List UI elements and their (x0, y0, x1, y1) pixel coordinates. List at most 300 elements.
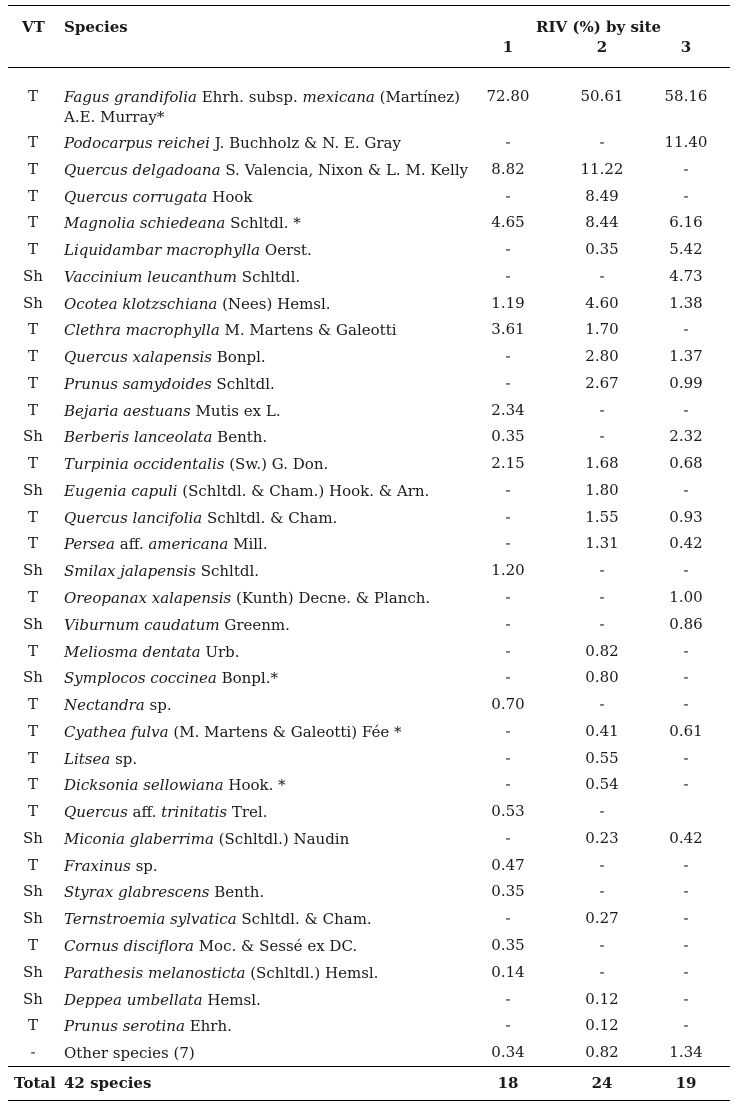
row-vt: T (27, 320, 38, 339)
row-vt: Sh (23, 293, 43, 312)
row-species (64, 401, 484, 421)
species-name: Vaccinium leucanthum (64, 267, 238, 286)
riv-site-3: - (683, 320, 689, 339)
row-species (64, 722, 484, 742)
riv-site-3: - (683, 695, 689, 714)
row-species (64, 481, 484, 501)
table-row (0, 613, 736, 640)
species-authority: S. Valencia, Nixon & L. M. Kelly (220, 160, 469, 179)
table-row (0, 425, 736, 452)
riv-site-1: - (505, 775, 511, 794)
row-species (64, 856, 484, 876)
species-authority: (Nees) Hemsl. (217, 294, 331, 313)
riv-site-2: 1.68 (585, 454, 619, 473)
riv-site-1: 2.34 (491, 400, 525, 419)
riv-site-1: - (505, 347, 511, 366)
row-species (64, 87, 484, 127)
species-name: Ternstroemia sylvatica (64, 910, 237, 929)
riv-site-2: 8.44 (585, 213, 619, 232)
table-row (0, 586, 736, 613)
riv-site-2: - (599, 882, 605, 901)
row-vt: Sh (23, 561, 43, 580)
row-species (64, 963, 484, 983)
riv-site-2: - (599, 695, 605, 714)
species-name: Oreopanax xalapensis (64, 589, 232, 608)
row-vt: T (27, 855, 38, 874)
riv-site-1: 0.70 (491, 695, 525, 714)
table-row (0, 854, 736, 881)
species-name: Ocotea klotzschiana (64, 294, 218, 313)
riv-site-2: 2.67 (585, 373, 619, 392)
riv-site-1: 1.19 (491, 293, 525, 312)
riv-site-2: 0.41 (585, 721, 619, 740)
species-authority: Benth. (212, 428, 268, 447)
riv-site-3: - (683, 561, 689, 580)
species-name: Fraxinus (64, 856, 131, 875)
riv-site-1: - (505, 1016, 511, 1035)
species-name: Deppea umbellata (64, 990, 203, 1009)
riv-site-3: 0.99 (669, 373, 703, 392)
species-authority: (Schltdl. & Cham.) Hook. & Arn. (177, 481, 430, 500)
row-vt: T (27, 775, 38, 794)
species-name: Podocarpus reichei (64, 134, 210, 152)
riv-site-2: 1.80 (585, 480, 619, 499)
species-authority: Ehrh. (184, 1017, 232, 1036)
row-vt: - (30, 1043, 36, 1062)
species-authority: Moc. & Sessé ex DC. (193, 936, 358, 955)
row-vt: Sh (23, 427, 43, 446)
riv-site-1: - (505, 668, 511, 687)
riv-site-2: 0.55 (585, 748, 619, 767)
riv-site-3: 1.00 (669, 588, 703, 607)
riv-site-2: 0.54 (585, 775, 619, 794)
row-species (64, 909, 484, 929)
riv-site-1: - (505, 641, 511, 660)
species-name: Bejaria aestuans (64, 401, 191, 420)
riv-site-1: - (505, 266, 511, 285)
species-infra-authority: (Martínez) A.E. Murray* (64, 88, 461, 126)
riv-site-3: - (683, 480, 689, 499)
row-species (64, 775, 484, 795)
species-authority: Greenm. (219, 615, 290, 634)
species-name: Prunus samydoides (64, 374, 212, 393)
table-row (0, 532, 736, 559)
table-row (0, 452, 736, 479)
species-name: Meliosma dentata (64, 642, 201, 661)
table-body (0, 85, 736, 1068)
riv-site-1: - (505, 186, 511, 205)
bottom-rule (8, 1100, 730, 1101)
row-species (64, 508, 484, 528)
row-vt: Sh (23, 266, 43, 285)
row-species (64, 267, 484, 287)
table-row (0, 238, 736, 265)
riv-site-1: - (505, 721, 511, 740)
species-authority: Schltdl. & Cham. (236, 910, 372, 929)
riv-site-2: - (599, 266, 605, 285)
riv-site-3: - (683, 1016, 689, 1035)
row-vt: T (27, 588, 38, 607)
species-authority: Oerst. (260, 241, 312, 260)
riv-site-1: 0.35 (491, 882, 525, 901)
riv-site-3: 58.16 (664, 87, 708, 105)
species-authority: (Schltdl.) Naudin (213, 829, 350, 848)
riv-site-3: - (683, 641, 689, 660)
header-riv: RIV (%) by site (536, 18, 662, 36)
riv-site-1: - (505, 480, 511, 499)
table-row (0, 265, 736, 292)
riv-site-2: - (599, 614, 605, 633)
riv-site-3: - (683, 159, 689, 178)
species-name: Berberis lanceolata (64, 428, 213, 447)
species-authority: (Sw.) G. Don. (224, 455, 329, 474)
riv-site-3: 2.32 (669, 427, 703, 446)
riv-site-2: - (599, 427, 605, 446)
row-species (64, 802, 484, 822)
riv-site-2: 8.49 (585, 186, 619, 205)
table-row (0, 800, 736, 827)
header-site-1: 1 (502, 38, 514, 56)
table-row (0, 961, 736, 988)
table-row (0, 559, 736, 586)
row-vt: T (27, 159, 38, 178)
total-site-1: 18 (497, 1074, 519, 1092)
table-row (0, 693, 736, 720)
riv-site-3: - (683, 962, 689, 981)
row-species (64, 615, 484, 635)
header-vt: VT (22, 18, 45, 36)
table-row (0, 506, 736, 533)
row-species (64, 213, 484, 233)
species-name: Eugenia capuli (64, 481, 178, 500)
table-row (0, 880, 736, 907)
riv-site-3: 0.42 (669, 828, 703, 847)
riv-site-3: - (683, 909, 689, 928)
row-species (64, 882, 484, 902)
table-row (0, 773, 736, 800)
riv-site-2: 0.35 (585, 240, 619, 259)
row-vt: T (27, 802, 38, 821)
species-name: Symplocos coccinea (64, 669, 217, 688)
row-species (64, 668, 484, 688)
header-rule (8, 67, 730, 68)
row-species (64, 133, 484, 153)
riv-site-3: 0.68 (669, 454, 703, 473)
species-authority: Schltdl. (195, 562, 260, 581)
riv-site-2: 0.27 (585, 909, 619, 928)
riv-site-1: 4.65 (491, 213, 525, 232)
species-name: Nectandra (64, 696, 145, 715)
row-vt: T (27, 695, 38, 714)
species-authority: Schltdl. (211, 374, 275, 393)
species-name: Viburnum caudatum (64, 615, 220, 634)
species-name: Quercus xalapensis (64, 348, 213, 367)
species-authority: Benth. (209, 883, 265, 902)
table-row (0, 827, 736, 854)
riv-site-2: - (599, 855, 605, 874)
row-species (64, 160, 484, 180)
table-row (0, 211, 736, 238)
total-label: Total (14, 1074, 56, 1092)
row-vt: T (27, 935, 38, 954)
species-name: Quercus delgadoana (64, 160, 221, 179)
total-site-3: 19 (675, 1074, 697, 1092)
riv-site-2: 0.82 (585, 641, 619, 660)
riv-site-3: 1.37 (669, 347, 703, 366)
riv-site-1: 2.15 (491, 454, 525, 473)
species-name: Persea (64, 535, 115, 554)
riv-site-3: 0.61 (669, 721, 703, 740)
species-name: Parathesis melanosticta (64, 963, 246, 982)
riv-site-2: 50.61 (580, 87, 624, 105)
species-authority: (Kunth) Decne. & Planch. (231, 589, 431, 608)
table-row (0, 292, 736, 319)
riv-site-3: - (683, 748, 689, 767)
riv-site-3: - (683, 989, 689, 1008)
riv-site-1: - (505, 507, 511, 526)
species-authority: Urb. (200, 642, 240, 661)
row-species (64, 240, 484, 260)
riv-site-2: - (599, 802, 605, 821)
riv-site-1: 0.53 (491, 802, 525, 821)
riv-site-3: 1.34 (669, 1043, 703, 1062)
riv-site-3: 4.73 (669, 266, 703, 285)
riv-site-3: 0.86 (669, 614, 703, 633)
species-name: Quercus lancifolia (64, 508, 203, 527)
species-name: Cyathea fulva (64, 722, 169, 741)
row-species (64, 695, 484, 715)
species-name: Liquidambar macrophylla (64, 241, 261, 260)
table-row (0, 1014, 736, 1041)
riv-site-1: - (505, 614, 511, 633)
riv-site-2: 1.31 (585, 534, 619, 553)
species-name: Turpinia occidentalis (64, 455, 225, 474)
row-vt: T (27, 454, 38, 473)
row-vt: T (27, 721, 38, 740)
riv-site-1: - (505, 909, 511, 928)
species-authority: sp. (130, 856, 158, 875)
riv-site-2: 0.82 (585, 1043, 619, 1062)
riv-site-1: - (505, 588, 511, 607)
row-vt: T (27, 186, 38, 205)
riv-site-1: 8.82 (491, 159, 525, 178)
riv-site-1: 72.80 (486, 87, 530, 105)
riv-site-3: 5.42 (669, 240, 703, 259)
species-authority: (Schltdl.) Hemsl. (245, 963, 379, 982)
row-vt: T (27, 347, 38, 366)
row-species (64, 347, 484, 367)
row-species (64, 454, 484, 474)
riv-site-1: 0.14 (491, 962, 525, 981)
species-authority: J. Buchholz & N. E. Gray (209, 134, 401, 152)
total-rule (8, 1066, 730, 1067)
total-species: 42 species (64, 1074, 152, 1092)
species-authority: sp. (110, 749, 138, 768)
species-authority: aff. (127, 803, 162, 822)
species-name: Styrax glabrescens (64, 883, 210, 902)
row-vt: T (27, 87, 38, 105)
riv-site-3: 6.16 (669, 213, 703, 232)
riv-site-2: - (599, 561, 605, 580)
riv-site-1: - (505, 240, 511, 259)
row-species (64, 320, 484, 340)
row-vt: Sh (23, 480, 43, 499)
species-authority: Schltdl. * (225, 214, 301, 233)
row-vt: Sh (23, 828, 43, 847)
row-vt: Sh (23, 909, 43, 928)
row-vt: T (27, 748, 38, 767)
table-row (0, 372, 736, 399)
riv-site-2: 0.80 (585, 668, 619, 687)
species-name: Magnolia schiedeana (64, 214, 226, 233)
row-vt: T (27, 373, 38, 392)
riv-site-3: 11.40 (664, 133, 708, 151)
table-row (0, 85, 736, 131)
row-species (64, 187, 484, 207)
row-species (64, 588, 484, 608)
species-authority: Other species (7) (64, 1044, 195, 1063)
riv-site-1: 1.20 (491, 561, 525, 580)
species-infraname: americana (148, 535, 229, 554)
riv-site-3: 0.42 (669, 534, 703, 553)
row-vt: T (27, 507, 38, 526)
riv-site-1: 0.35 (491, 935, 525, 954)
riv-site-2: 1.70 (585, 320, 619, 339)
row-species (64, 936, 484, 956)
species-name: Smilax jalapensis (64, 562, 196, 581)
species-name: Fagus grandifolia (64, 88, 197, 106)
table-row (0, 747, 736, 774)
row-vt: Sh (23, 668, 43, 687)
riv-site-3: - (683, 855, 689, 874)
species-authority: Hook (207, 187, 253, 206)
riv-site-1: - (505, 534, 511, 553)
table-row (0, 988, 736, 1015)
table-row (0, 399, 736, 426)
row-species (64, 642, 484, 662)
riv-site-1: - (505, 133, 511, 151)
table-row (0, 1041, 736, 1068)
row-vt: Sh (23, 614, 43, 633)
species-name: Miconia glaberrima (64, 829, 214, 848)
species-authority: Hook. * (223, 776, 286, 795)
row-species (64, 561, 484, 581)
row-vt: T (27, 641, 38, 660)
row-vt: Sh (23, 882, 43, 901)
species-authority: sp. (144, 696, 172, 715)
row-vt: T (27, 213, 38, 232)
species-infraname: trinitatis (161, 803, 228, 822)
row-vt: T (27, 400, 38, 419)
species-authority: aff. (114, 535, 149, 554)
row-vt: T (27, 133, 38, 151)
species-name: Prunus serotina (64, 1017, 185, 1036)
table-row (0, 345, 736, 372)
riv-site-2: 0.12 (585, 1016, 619, 1035)
species-authority: Bonpl.* (216, 669, 278, 688)
riv-site-3: - (683, 186, 689, 205)
table-row (0, 158, 736, 185)
row-vt: T (27, 534, 38, 553)
riv-site-1: - (505, 989, 511, 1008)
row-species (64, 829, 484, 849)
riv-site-1: 0.35 (491, 427, 525, 446)
row-species (64, 990, 484, 1010)
row-species (64, 534, 484, 554)
top-rule (8, 5, 730, 6)
species-name: Quercus (64, 803, 128, 822)
riv-site-2: 2.80 (585, 347, 619, 366)
table-row (0, 318, 736, 345)
species-infraname: mexicana (302, 88, 375, 106)
table-row (0, 640, 736, 667)
riv-site-2: - (599, 962, 605, 981)
species-name: Quercus corrugata (64, 187, 208, 206)
species-authority: (M. Martens & Galeotti) Fée * (168, 722, 402, 741)
row-species (64, 749, 484, 769)
header-site-3: 3 (680, 38, 692, 56)
riv-site-2: - (599, 935, 605, 954)
table-row (0, 666, 736, 693)
riv-site-1: - (505, 828, 511, 847)
riv-site-2: 1.55 (585, 507, 619, 526)
table-row (0, 185, 736, 212)
riv-site-2: 0.12 (585, 989, 619, 1008)
riv-site-3: - (683, 400, 689, 419)
row-species (64, 294, 484, 314)
table-row (0, 720, 736, 747)
species-authority: Ehrh. subsp. (196, 88, 303, 106)
riv-site-3: - (683, 935, 689, 954)
total-site-2: 24 (591, 1074, 613, 1092)
row-vt: Sh (23, 962, 43, 981)
row-species (64, 1043, 484, 1063)
riv-site-2: 4.60 (585, 293, 619, 312)
row-species (64, 374, 484, 394)
riv-site-3: - (683, 775, 689, 794)
riv-site-3: 0.93 (669, 507, 703, 526)
riv-site-3: - (683, 668, 689, 687)
table-row (0, 934, 736, 961)
table-row (0, 131, 736, 158)
header-site-2: 2 (596, 38, 608, 56)
riv-site-1: 3.61 (491, 320, 525, 339)
riv-site-3: - (683, 882, 689, 901)
species-name: Cornus disciflora (64, 936, 194, 955)
riv-site-1: 0.47 (491, 855, 525, 874)
table-row (0, 479, 736, 506)
riv-site-1: 0.34 (491, 1043, 525, 1062)
riv-site-2: - (599, 133, 605, 151)
riv-site-2: 11.22 (580, 159, 624, 178)
species-authority: Bonpl. (212, 348, 266, 367)
riv-site-2: 0.23 (585, 828, 619, 847)
species-name: Dicksonia sellowiana (64, 776, 224, 795)
species-authority: Hemsl. (202, 990, 261, 1009)
species-authority: Schltdl. (237, 267, 301, 286)
header-species: Species (64, 18, 128, 36)
riv-site-1: - (505, 748, 511, 767)
species-authority: Mutis ex L. (190, 401, 281, 420)
riv-site-2: - (599, 588, 605, 607)
species-authority: M. Martens & Galeotti (219, 321, 397, 340)
row-vt: T (27, 1016, 38, 1035)
row-vt: T (27, 240, 38, 259)
riv-site-2: - (599, 400, 605, 419)
species-name: Litsea (64, 749, 111, 768)
riv-site-1: - (505, 373, 511, 392)
species-infra-authority: Mill. (228, 535, 268, 554)
